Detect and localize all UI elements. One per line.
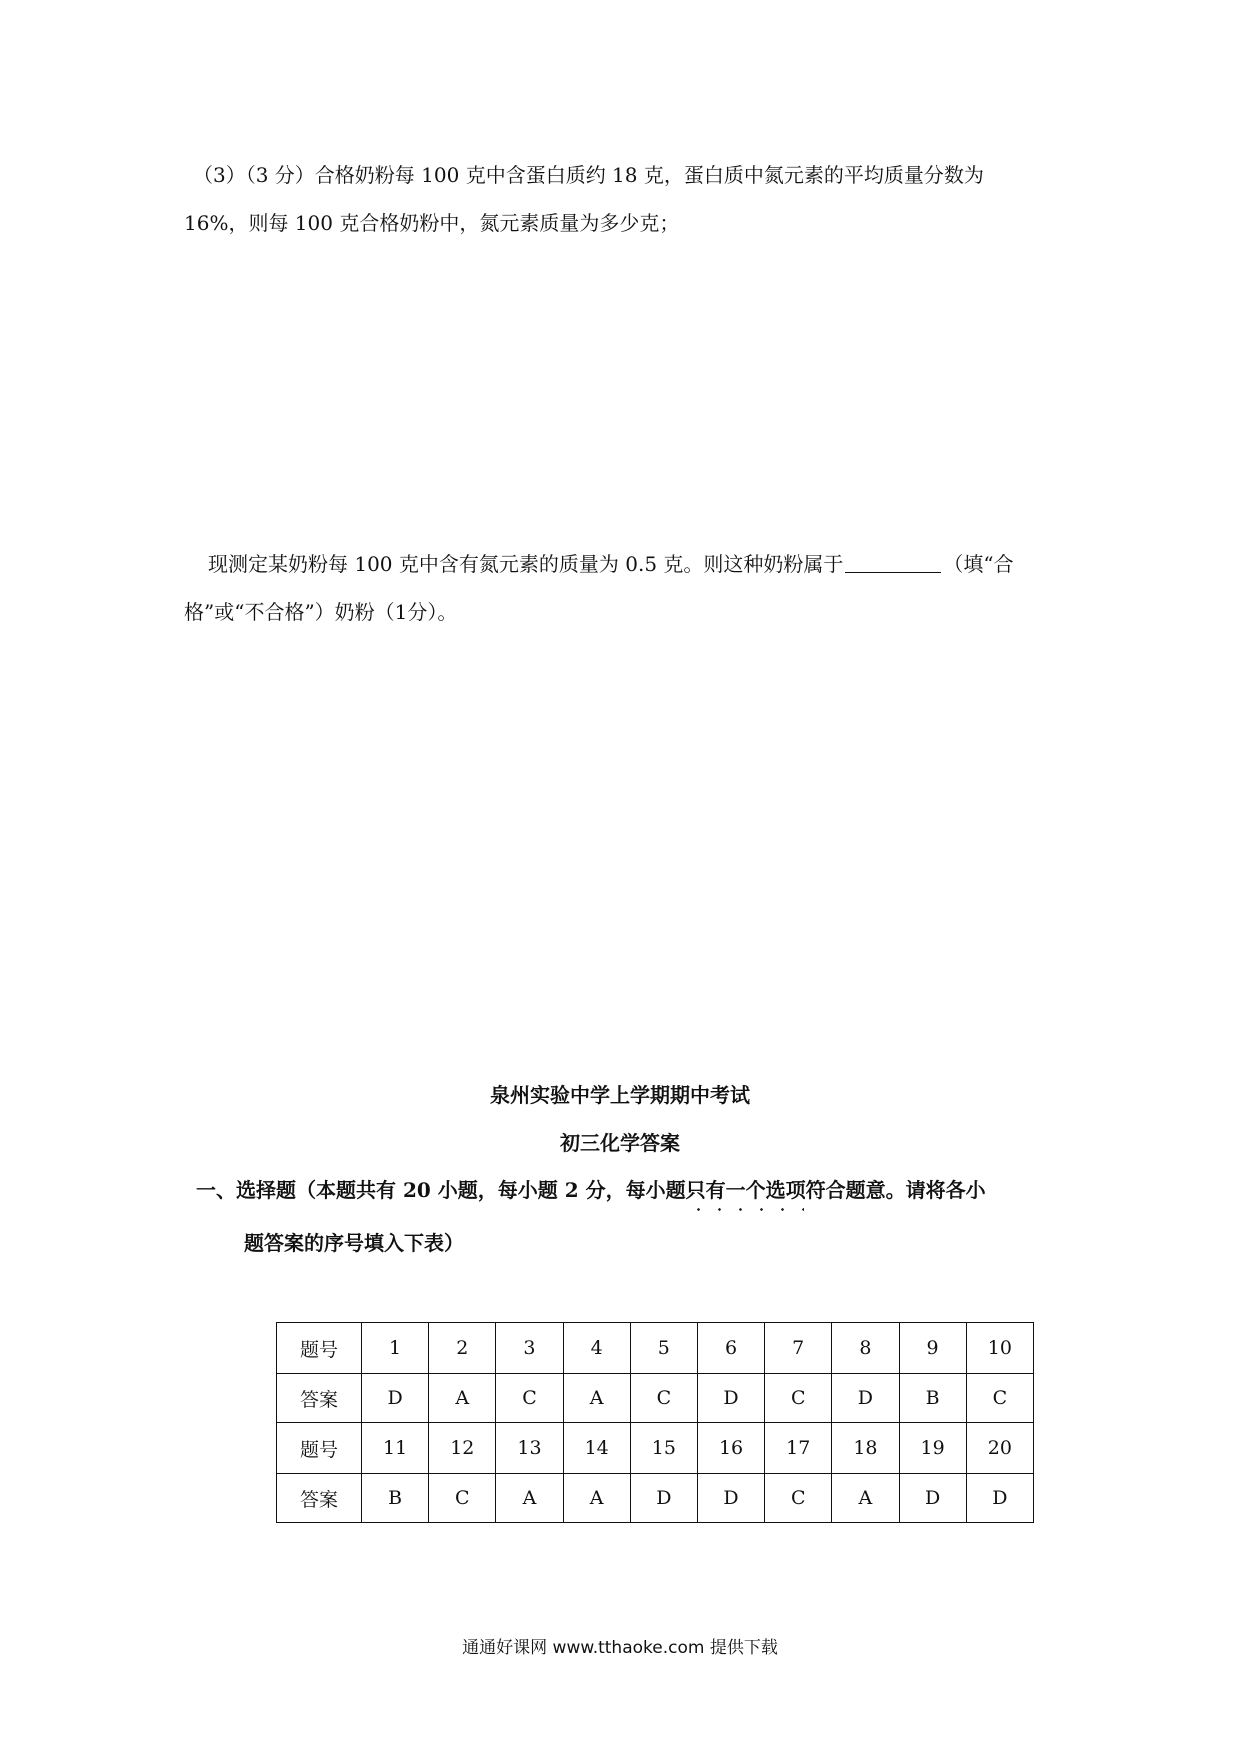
table-cell: C — [966, 1374, 1033, 1423]
table-cell: D — [362, 1374, 429, 1423]
table-cell: 20 — [966, 1423, 1033, 1474]
table-cell: D — [899, 1474, 966, 1523]
row-label: 答案 — [277, 1374, 362, 1423]
table-cell: C — [496, 1374, 563, 1423]
measurement-line2: 格”或“不合格”）奶粉（1分）。 — [184, 600, 458, 624]
footer-text: 通通好课网 www.tthaoke.com 提供下载 — [462, 1638, 778, 1658]
table-cell: 11 — [362, 1423, 429, 1474]
section-heading-line2: 题答案的序号填入下表） — [244, 1231, 464, 1255]
table-cell: 2 — [429, 1323, 496, 1374]
table-cell: 19 — [899, 1423, 966, 1474]
table-row — [277, 1323, 1034, 1374]
table-cell: A — [496, 1474, 563, 1523]
table-cell: 7 — [765, 1323, 832, 1374]
answer-blank[interactable] — [845, 554, 941, 573]
measurement-line1 — [208, 554, 1014, 574]
table-cell: 15 — [630, 1423, 697, 1474]
section-heading-suffix: 符合题意。请将各小 — [805, 1178, 986, 1202]
table-cell: 17 — [765, 1423, 832, 1474]
table-row — [277, 1423, 1034, 1474]
table-cell: C — [429, 1474, 496, 1523]
table-cell: D — [832, 1374, 899, 1423]
subject-title: 初三化学答案 — [560, 1131, 680, 1155]
section-heading-line1 — [196, 1180, 986, 1200]
table-cell: A — [563, 1374, 630, 1423]
section-heading-prefix: 一、选择题（本题共有 20 小题，每小题 2 分，每小题 — [196, 1178, 686, 1202]
question3-line2: 16%，则每 100 克合格奶粉中，氮元素质量为多少克； — [184, 211, 680, 235]
row-label: 题号 — [277, 1323, 362, 1374]
row-label: 答案 — [277, 1474, 362, 1523]
table-cell: C — [630, 1374, 697, 1423]
table-cell: 5 — [630, 1323, 697, 1374]
table-cell: 16 — [697, 1423, 764, 1474]
table-cell: 4 — [563, 1323, 630, 1374]
table-cell: 13 — [496, 1423, 563, 1474]
table-cell: D — [966, 1474, 1033, 1523]
table-cell: D — [697, 1374, 764, 1423]
table-cell: 18 — [832, 1423, 899, 1474]
answer-table — [276, 1322, 1034, 1523]
measurement-text-before: 现测定某奶粉每 100 克中含有氮元素的质量为 0.5 克。则这种奶粉属于 — [208, 552, 844, 576]
table-row — [277, 1374, 1034, 1423]
table-cell: A — [429, 1374, 496, 1423]
row-label: 题号 — [277, 1423, 362, 1474]
table-cell: 14 — [563, 1423, 630, 1474]
table-cell: B — [899, 1374, 966, 1423]
table-cell: D — [630, 1474, 697, 1523]
table-cell: 1 — [362, 1323, 429, 1374]
measurement-text-after: （填“合 — [943, 552, 1014, 576]
table-cell: 9 — [899, 1323, 966, 1374]
table-cell: C — [765, 1474, 832, 1523]
table-cell: A — [563, 1474, 630, 1523]
table-cell: 8 — [832, 1323, 899, 1374]
table-cell: D — [697, 1474, 764, 1523]
table-cell: B — [362, 1474, 429, 1523]
table-cell: 3 — [496, 1323, 563, 1374]
question3-line1: （3）（3 分）合格奶粉每 100 克中含蛋白质约 18 克，蛋白质中氮元素的平均质量分数为 — [193, 163, 984, 187]
table-cell: 6 — [697, 1323, 764, 1374]
school-title: 泉州实验中学上学期期中考试 — [490, 1083, 750, 1107]
table-cell: C — [765, 1374, 832, 1423]
table-row — [277, 1474, 1034, 1523]
table-cell: 12 — [429, 1423, 496, 1474]
table-cell: 10 — [966, 1323, 1033, 1374]
table-cell: A — [832, 1474, 899, 1523]
section-heading-emphasis: 只有一个选项 — [685, 1178, 806, 1202]
